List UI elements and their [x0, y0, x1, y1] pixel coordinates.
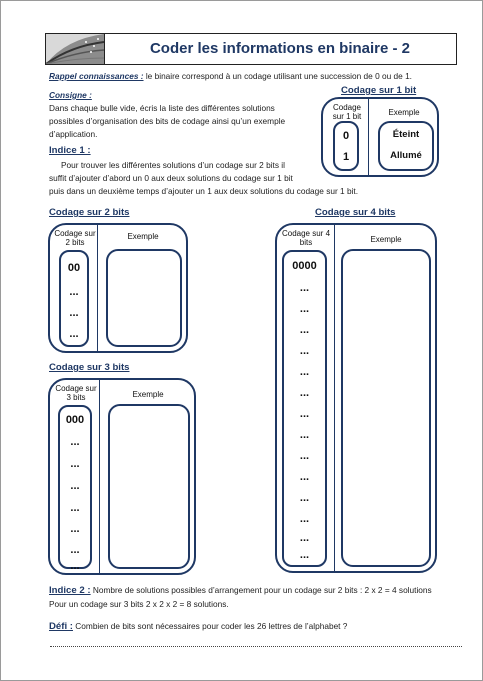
codage2-divider [97, 225, 98, 351]
codage1-example-list [378, 121, 434, 171]
codage4-code-1: ... [299, 282, 310, 294]
rappel-text: le binaire correspond à un codage utilisant une succession de 0 ou de 1. [145, 71, 412, 81]
codage2-col2-header: Exemple [127, 232, 159, 241]
codage3-code-2: ... [70, 458, 80, 470]
codage2-title: Codage sur 2 bits [49, 207, 130, 218]
indice2-text-1: Nombre de solutions possibles d’arrangement pour un codage sur 2 bits : 2 x 2 = 4 solutions [92, 585, 432, 595]
consigne-line-3: d’application. [49, 129, 98, 139]
codage2-code-2: ... [69, 307, 79, 319]
codage2-example-area[interactable] [106, 249, 182, 347]
rappel-label: Rappel connaissances : [49, 71, 144, 81]
codage4-code-7: ... [299, 408, 310, 420]
defi-line [49, 620, 347, 633]
codage1-divider [368, 99, 369, 175]
indice1-line-3: puis dans un deuxième temps d’ajouter un 1 aux deux solutions du codage sur 1 bit. [49, 186, 359, 196]
consigne-label-wrap [49, 89, 92, 102]
answer-line[interactable] [50, 646, 462, 647]
codage4-code-9: ... [299, 450, 310, 462]
codage3-title: Codage sur 3 bits [49, 362, 130, 373]
codage3-col2-header: Exemple [132, 390, 164, 399]
consigne-line-1: Dans chaque bulle vide, écris la liste des différentes solutions [49, 103, 275, 113]
codage2-col1-header: Codage sur 2 bits [54, 229, 96, 247]
codage4-code-10: ... [299, 471, 310, 483]
codage1-code-0: 0 [342, 130, 350, 142]
codage4-code-8: ... [299, 429, 310, 441]
codage4-col1-header: Codage sur 4 bits [281, 229, 331, 247]
codage4-title: Codage sur 4 bits [315, 207, 396, 218]
codage1-col1-header: Codage sur 1 bit [332, 103, 362, 121]
codage4-col2-header: Exemple [370, 235, 402, 244]
codage2-code-list[interactable] [59, 250, 89, 347]
codage3-code-4: ... [70, 502, 80, 514]
codage4-code-12: ... [299, 513, 310, 525]
codage4-code-list[interactable] [282, 250, 327, 567]
codage3-col1-header: Codage sur 3 bits [55, 384, 97, 402]
indice2-label: Indice 2 : [49, 585, 91, 596]
indice1-line-1: Pour trouver les différentes solutions d’un codage sur 2 bits il [61, 160, 285, 170]
codage4-example-area[interactable] [341, 249, 431, 567]
codage3-code-list[interactable] [58, 405, 92, 572]
indice1-label-wrap [49, 144, 91, 157]
consigne-line-2: possibles d’organisation des bits de codage ainsi qu’un exemple [49, 116, 286, 126]
codage4-code-2: ... [299, 303, 310, 315]
logo-image [46, 34, 105, 64]
codage4-divider [334, 225, 335, 571]
codage1-title: Codage sur 1 bit [341, 85, 417, 96]
codage1-bubble [321, 97, 439, 177]
header [45, 33, 457, 65]
codage4-code-13: ... [299, 532, 310, 544]
codage2-code-0: 00 [67, 262, 81, 274]
codage4-bubble [275, 223, 437, 573]
codage1-example-1: Allumé [390, 150, 422, 161]
codage3-divider [99, 380, 100, 573]
codage3-code-6: ... [70, 544, 80, 556]
codage1-code-list [333, 121, 359, 171]
indice1-label: Indice 1 : [49, 145, 91, 156]
codage1-col2-header: Exemple [388, 108, 420, 117]
codage3-code-3: ... [70, 480, 80, 492]
codage4-code-4: ... [299, 345, 310, 357]
consigne-label: Consigne : [49, 90, 92, 100]
codage4-code-6: ... [299, 387, 310, 399]
indice1-line-2: suffit d’ajouter d’abord un 0 aux deux solutions du codage sur 1 bit [49, 173, 293, 183]
indice2-line-2: Pour un codage sur 3 bits 2 x 2 x 2 = 8 solutions. [49, 599, 229, 609]
rappel-line [49, 70, 412, 83]
codage3-code-5: ... [70, 523, 80, 535]
defi-text: Combien de bits sont nécessaires pour coder les 26 lettres de l’alphabet ? [75, 621, 348, 631]
codage4-code-14: ... [299, 549, 310, 561]
defi-label: Défi : [49, 621, 73, 632]
codage2-code-1: ... [69, 286, 79, 298]
indice2-line-1 [49, 584, 432, 597]
codage3-code-7: ... [70, 560, 80, 572]
codage4-code-5: ... [299, 366, 310, 378]
codage4-code-11: ... [299, 492, 310, 504]
codage4-code-3: ... [299, 324, 310, 336]
codage1-example-0: Éteint [392, 129, 420, 140]
page-title: Coder les informations en binaire - 2 [149, 40, 411, 57]
codage2-bubble [48, 223, 188, 353]
codage1-code-1: 1 [342, 151, 350, 163]
codage3-bubble [48, 378, 196, 575]
codage3-code-0: 000 [65, 414, 85, 426]
codage3-example-area[interactable] [108, 404, 190, 569]
codage2-code-3: ... [69, 328, 79, 340]
codage3-code-1: ... [70, 436, 80, 448]
codage4-code-0: 0000 [292, 260, 317, 272]
